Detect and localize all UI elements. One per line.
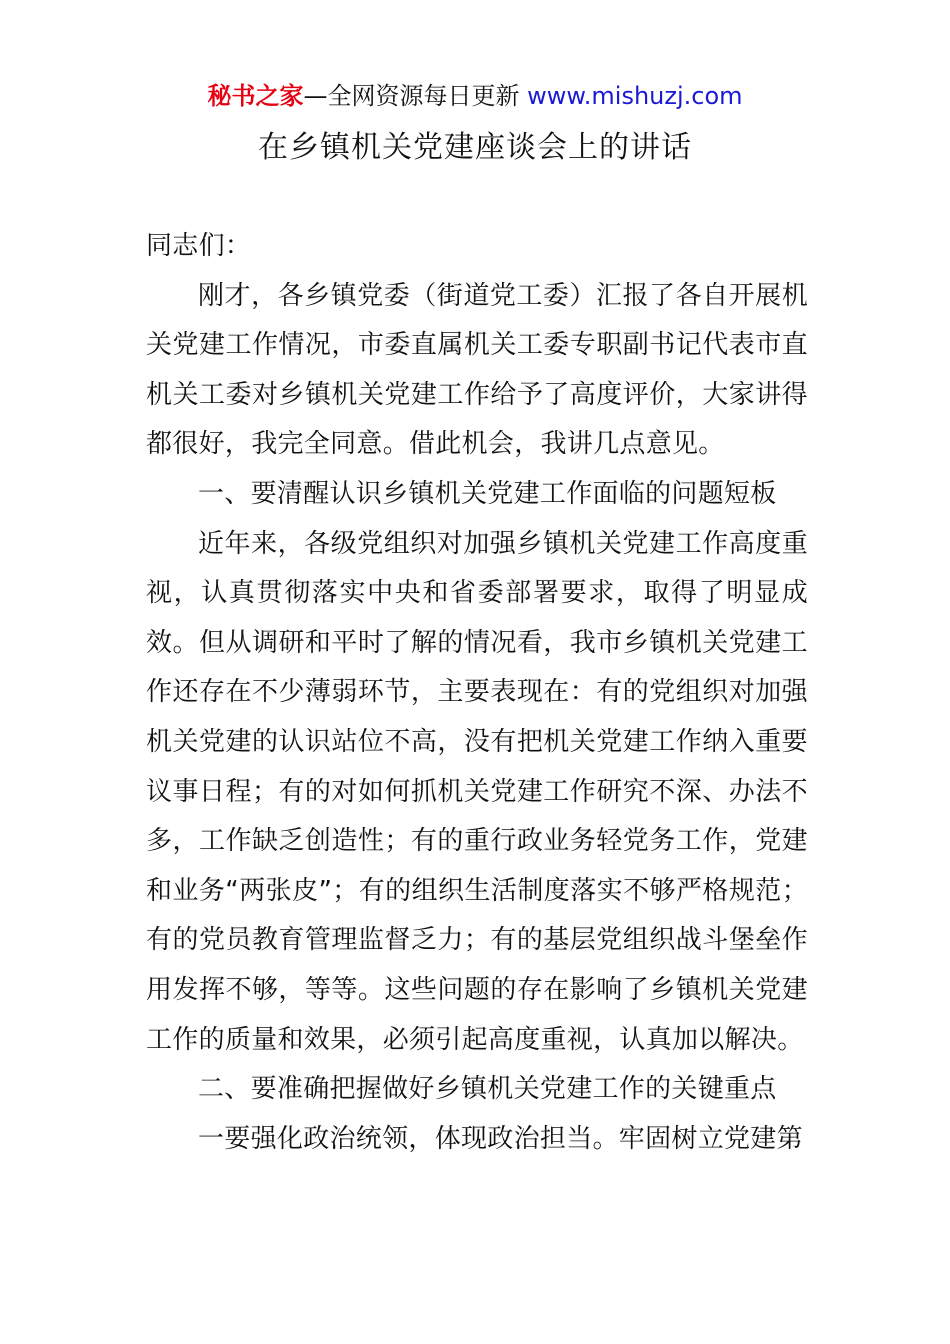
document-title: 在乡镇机关党建座谈会上的讲话 bbox=[258, 130, 692, 165]
brand-name: 秘书之家 bbox=[207, 82, 304, 110]
header-tagline: —全网资源每日更新 bbox=[303, 82, 520, 110]
section-heading-2: 二、要准确把握做好乡镇机关党建工作的关键重点 bbox=[198, 1074, 777, 1105]
section-heading-1: 一、要清醒认识乡镇机关党建工作面临的问题短板 bbox=[198, 478, 777, 509]
site-header bbox=[0, 80, 950, 112]
site-url-link[interactable]: www.mishuzj.com bbox=[527, 82, 743, 110]
paragraph-problems: 近年来，各级党组织对加强乡镇机关党建工作高度重视，认真贯彻落实中央和省委部署要求，取得了明显成效。但从调研和平时了解的情况看，我市乡镇机关党建工作还存在不少薄弱环节，主要表现在：有的党组织对加强机关党建的认识站位不高，没有把机关党建工作纳入重要议事日程；有的对如何抓机关党建工作研究不深、办法不多，工作缺乏创造性；有的重行政业务轻党务工作，党建和业务“两张皮”；有的组织生活制度落实不够严格规范；有的党员教育管理监督乏力；有的基层党组织战斗堡垒作用发挥不够，等等。这些问题的存在影响了乡镇机关党建工作的质量和效果，必须引起高度重视，认真加以解决。 bbox=[146, 528, 808, 1055]
paragraph-intro: 刚才，各乡镇党委（街道党工委）汇报了各自开展机关党建工作情况，市委直属机关工委专职副书记代表市直机关工委对乡镇机关党建工作给予了高度评价，大家讲得都很好，我完全同意。借此机会，我讲几点意见。 bbox=[146, 280, 808, 460]
salutation: 同志们： bbox=[146, 231, 252, 261]
document-body bbox=[146, 222, 808, 1164]
paragraph-political: 一要强化政治统领，体现政治担当。牢固树立党建第 bbox=[198, 1123, 803, 1154]
